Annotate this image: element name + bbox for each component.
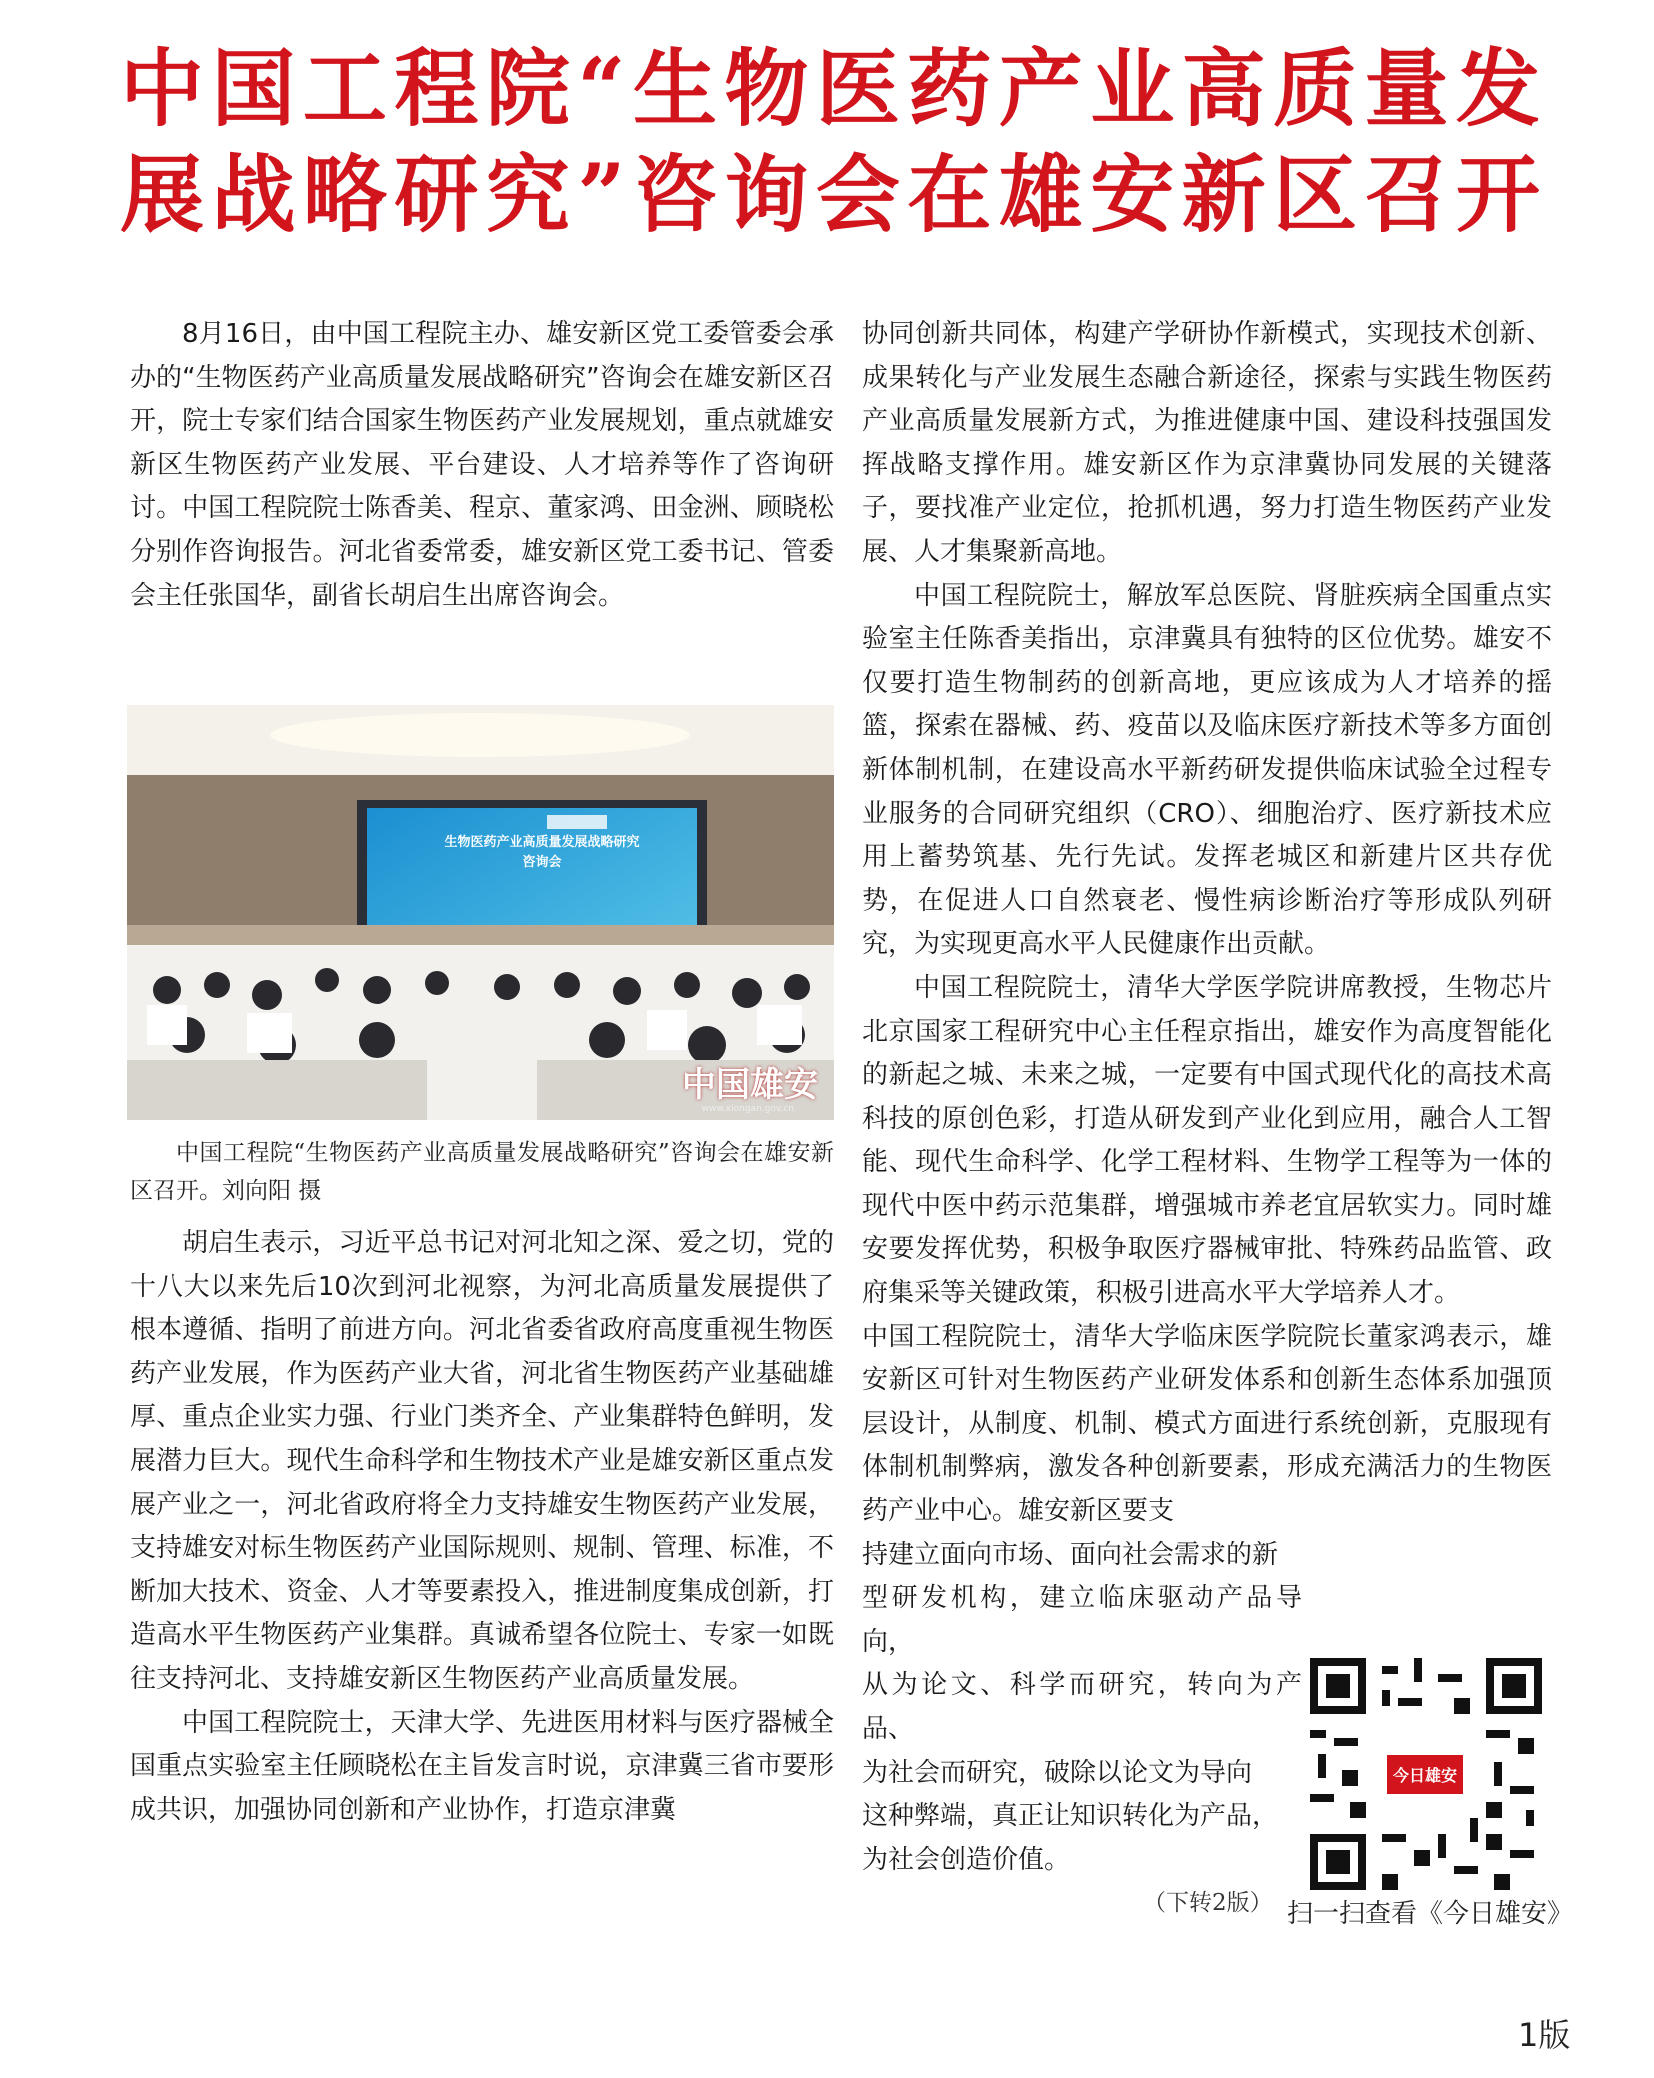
- paragraph-continued: 协同创新共同体，构建产学研协作新模式，实现技术创新、成果转化与产业发展生态融合新途径，探索与实践生物医药产业高质量发展新方式，为推进健康中国、建设科技强国发挥战略支撑作用。雄安新区作为京津冀协同发展的关键落子，要找准产业定位，抢抓机遇，努力打造生物医药产业发展、人才集聚新高地。: [862, 319, 1552, 567]
- text-line: 为社会创造价值。: [862, 1844, 1071, 1875]
- narrow-text-block: [862, 1534, 1302, 1883]
- screen-title: 生物医药产业高质量发展战略研究: [444, 835, 640, 850]
- continued-note: （下转2版）: [1143, 1890, 1273, 1916]
- paragraph: 中国工程院院士，清华大学临床医学院院长董家鸿表示，雄安新区可针对生物医药产业研发体系和创新生态体系加强顶层设计，从制度、机制、模式方面进行系统创新，克服现有体制机制弊病，激发各种创新要素，形成充满活力的生物医药产业中心。雄安新区要支: [862, 1321, 1552, 1527]
- text-line: 型研发机构，建立临床驱动产品导向，: [862, 1583, 1302, 1657]
- paragraph: 中国工程院院士，天津大学、先进医用材料与医疗器械全国重点实验室主任顾晓松在主旨发言时说，京津冀三省市要形成共识，加强协同创新和产业协作，打造京津冀: [130, 1707, 834, 1825]
- qr-logo: [1383, 1732, 1467, 1816]
- paragraph: 中国工程院院士，清华大学医学院讲席教授，生物芯片北京国家工程研究中心主任程京指出，雄安作为高度智能化的新起之城、未来之城，一定要有中国式现代化的高技术高科技的原创色彩，打造从研发到产业化到应用，融合人工智能、现代生命科学、化学工程材料、生物学工程等为一体的现代中医中药示范集群，增强城市养老宜居软实力。同时雄安要发挥优势，积极争取医疗器械审批、特殊药品监管、政府集采等关键政策，积极引进高水平大学培养人才。: [862, 972, 1552, 1309]
- article-right-column: [862, 313, 1552, 1882]
- watermark-url: www.xiongan.gov.cn: [701, 1104, 794, 1114]
- conference-photo: [127, 705, 834, 1120]
- paragraph: 胡启生表示，习近平总书记对河北知之深、爱之切，党的十八大以来先后10次到河北视察，为河北高质量发展提供了根本遵循、指明了前进方向。河北省委省政府高度重视生物医药产业发展，作为医药产业大省，河北省生物医药产业基础雄厚、重点企业实力强、行业门类齐全、产业集群特色鲜明，发展潜力巨大。现代生命科学和生物技术产业是雄安新区重点发展产业之一，河北省政府将全力支持雄安生物医药产业发展，支持雄安对标生物医药产业国际规则、规制、管理、标准，不断加大技术、资金、人才等要素投入，推进制度集成创新，打造高水平生物医药产业集群。真诚希望各位院士、专家一如既往支持河北、支持雄安新区生物医药产业高质量发展。: [130, 1228, 834, 1694]
- paragraph: 8月16日，由中国工程院主办、雄安新区党工委管委会承办的“生物医药产业高质量发展战略研究”咨询会在雄安新区召开，院士专家们结合国家生物医药产业发展规划，重点就雄安新区生物医药产业发展、平台建设、人才培养等作了咨询研讨。中国工程院院士陈香美、程京、董家鸿、田金洲、顾晓松分别作咨询报告。河北省委常委，雄安新区党工委书记、管委会主任张国华，副省长胡启生出席咨询会。: [130, 319, 834, 611]
- qr-logo-text: 今日雄安: [1387, 1755, 1463, 1794]
- text-line: 为社会而研究，破除以论文为导向: [862, 1757, 1253, 1788]
- watermark-logo: 中国雄安: [682, 1065, 818, 1105]
- article-left-bottom: [130, 1222, 834, 1832]
- screen-subtitle: 咨询会: [522, 855, 562, 870]
- text-line: 持建立面向市场、面向社会需求的新: [862, 1539, 1279, 1570]
- text-line: 从为论文、科学而研究，转向为产品、: [862, 1670, 1302, 1744]
- photo-caption: 中国工程院“生物医药产业高质量发展战略研究”咨询会在雄安新区召开。刘向阳 摄: [130, 1140, 834, 1204]
- headline-line-2: 展战略研究”咨询会在雄安新区召开: [120, 145, 1540, 244]
- headline-line-1: 中国工程院“生物医药产业高质量发: [120, 39, 1540, 138]
- page-number: 1版: [1518, 2016, 1571, 2054]
- text-line: 这种弊端，真正让知识转化为产品，: [862, 1801, 1279, 1832]
- paragraph: 中国工程院院士，解放军总医院、肾脏疾病全国重点实验室主任陈香美指出，京津冀具有独特的区位优势。雄安不仅要打造生物制药的创新高地，更应该成为人才培养的摇篮，探索在器械、药、疫苗以及临床医疗新技术等多方面创新体制机制，在建设高水平新药研发提供临床试验全过程专业服务的合同研究组织（CRO）、细胞治疗、医疗新技术应用上蓄势筑基、先行先试。发挥老城区和新建片区共存优势，在促进人口自然衰老、慢性病诊断治疗等形成队列研究，为实现更高水平人民健康作出贡献。: [862, 580, 1552, 960]
- article-left-top: [130, 313, 834, 618]
- qr-scan-text: 扫一扫查看《今日雄安》: [1287, 1899, 1574, 1929]
